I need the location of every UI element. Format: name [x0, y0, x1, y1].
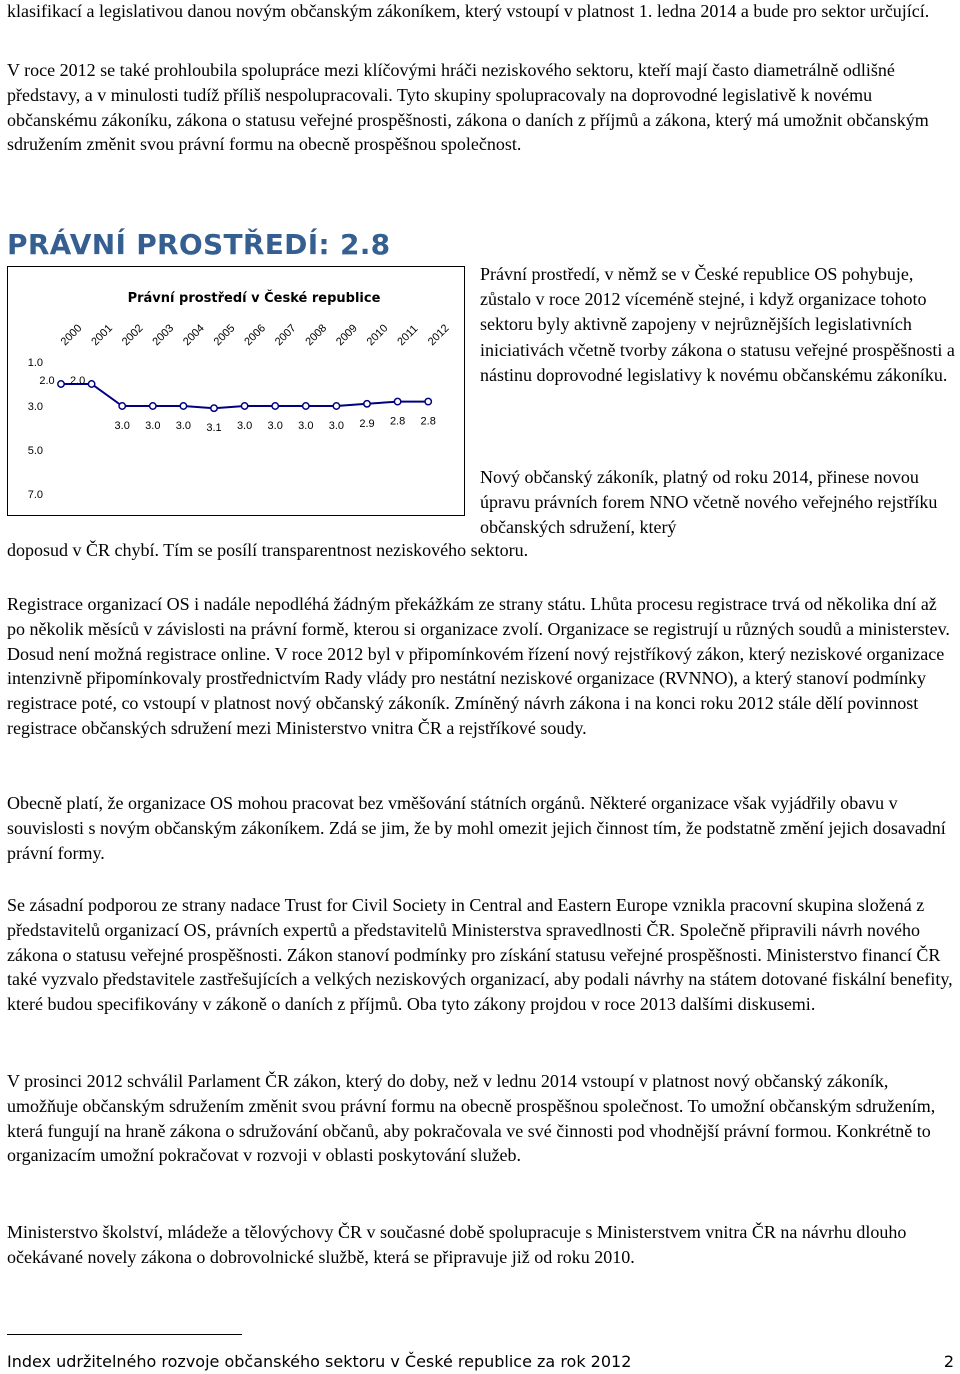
chart-svg: [7, 266, 465, 516]
x-tick-label: 2006: [242, 322, 269, 349]
data-label: 2.8: [420, 415, 436, 428]
x-tick-label: 2001: [89, 322, 116, 349]
paragraph-volunteer-law: Ministerstvo školství, mládeže a tělovýchovy ČR v současné době spolupracuje s Ministerstvem vnitra ČR na návrhu dlouho očekávané novely zákona o dobrovolnické službě, která se připravuje již od roku 2010.: [7, 1222, 907, 1267]
section-heading: PRÁVNÍ PROSTŘEDÍ: 2.8: [7, 228, 391, 261]
data-label: 3.0: [145, 420, 161, 432]
data-point: [58, 381, 64, 387]
chart-marks: [28, 322, 452, 501]
data-label: 2.8: [389, 415, 406, 428]
legal-environment-chart: [7, 266, 465, 516]
data-label: 2.0: [39, 375, 55, 387]
data-point: [119, 403, 125, 409]
footer-title: Index udržitelného rozvoje občanského sektoru v České republice za rok 2012: [7, 1352, 632, 1371]
data-point: [333, 403, 339, 409]
x-tick-label: 2012: [425, 322, 452, 349]
x-tick-label: 2010: [364, 322, 391, 349]
side-paragraph-summary: Právní prostředí, v němž se v České republice OS pohybuje, zůstalo v roce 2012 víceméně stejné, i když organizace tohoto sektoru byly aktivně zapojeny v nejrůznějších legislativních iniciativách včetně tvorby zákona o statusu veřejné prospěšnosti a nástinu doprovodné legislativy k novému občanskému zákoníku.: [480, 264, 955, 385]
data-label: 3.0: [175, 420, 192, 432]
y-tick-label: 7.0: [27, 489, 43, 501]
x-tick-label: 2002: [119, 322, 146, 349]
paragraph-state-interference: Obecně platí, že organizace OS mohou pracovat bez vměšování státních orgánů. Některé organizace však vyjádřily obavu v souvislosti s novým občanským zákoníkem. Zdá se jim, že by mohl omezit jejich činnost tím, že podstatně změní jejich dosavadní právní formy.: [7, 793, 946, 863]
x-tick-label: 2008: [303, 322, 330, 349]
x-tick-label: 2009: [334, 322, 360, 349]
side-paragraph-civil-code: Nový občanský zákoník, platný od roku 2014, přinese novou úpravu právních forem NNO včetně nového veřejného rejstříku občanských sdružení, který: [480, 467, 938, 538]
data-point: [394, 398, 400, 404]
x-tick-label: 2007: [272, 322, 299, 349]
data-point: [211, 405, 217, 411]
data-point: [364, 401, 370, 407]
x-tick-label: 2011: [395, 322, 421, 349]
data-point: [180, 403, 186, 409]
data-label: 3.0: [114, 420, 130, 432]
data-label: 2.0: [69, 375, 86, 387]
chart-title: Právní prostředí v České republice: [127, 291, 381, 306]
paragraph-cooperation: V roce 2012 se také prohloubila spolupráce mezi klíčovými hráči neziskového sektoru, kteří mají často diametrálně odlišné představy, a v minulosti tudíž příliš nespolupracovali. Tyto skupiny spolupracovaly na doprovodné legislativě k novému občanskému zákoníku, zákona o statusu veřejné prospěšnosti, zákona o daních z příjmů a zákona, který má umožnit občanským sdružením změnit svou právní formu na obecně prospěšnou společnost.: [7, 60, 929, 155]
y-tick-label: 3.0: [27, 401, 43, 413]
data-label: 3.1: [206, 422, 222, 435]
data-point: [303, 403, 309, 409]
paragraph-civil-code-tail: doposud v ČR chybí. Tím se posílí transparentnost neziskového sektoru.: [7, 540, 529, 560]
data-point: [88, 381, 94, 387]
y-tick-label: 1.0: [27, 357, 43, 369]
data-point: [272, 403, 278, 409]
data-label: 3.0: [236, 420, 253, 432]
data-label: 3.0: [328, 420, 345, 432]
data-label: 3.0: [267, 420, 283, 432]
paragraph-working-group: Se zásadní podporou ze strany nadace Trust for Civil Society in Central and Eastern Europe vznikla pracovní skupina složená z představitelů organizací OS, právních expertů a představitelů Ministerstva spravedlnosti ČR. Společně připravili návrh nového zákona o statusu veřejné prospěšnosti. Zákon stanoví podmínky pro získání statusu veřejné prospěšnosti. Ministerstvo financí ČR také vyzvalo představitele zastřešujících a velkých neziskových organizací, aby podali návrhy na státem dotované fiskální benefity, které budou specifikovány v zákoně o daních z příjmů. Oba tyto zákony projdou v roce 2013 dalšími diskusemi.: [7, 895, 953, 1015]
x-tick-label: 2005: [211, 322, 238, 349]
data-label: 2.9: [359, 417, 375, 430]
paragraph-intro: klasifikací a legislativou danou novým občanským zákoníkem, který vstoupí v platnost 1. ledna 2014 a bude pro sektor určující.: [7, 1, 930, 21]
data-point: [150, 403, 156, 409]
y-tick-label: 5.0: [27, 445, 43, 457]
paragraph-registration: Registrace organizací OS i nadále nepodléhá žádným překážkám ze strany státu. Lhůta procesu registrace trvá od několika dní až po několik měsíců v závislosti na právní formě, kterou si organizace zvolí. Organizace se registrují u různých soudů a ministerstev. Dosud není možná registrace online. V roce 2012 byl v připomínkovém řízení nový rejstříkový zákon, který neziskové organizace intenzivně připomínkovaly prostřednictvím Rady vlády pro nestátní neziskové organizace (RVNNO), a který stanoví podmínky registrace poté, co vstoupí v platnost nový občanský zákoník. Zmíněný návrh zákona i na konci roku 2012 stále dělí povinnost registrace občanských sdružení mezi Ministerstvo vnitra ČR a rejstříkové soudy.: [7, 594, 950, 738]
paragraph-parliament: V prosinci 2012 schválil Parlament ČR zákon, který do doby, než v lednu 2014 vstoupí v platnost nový občanský zákoník, umožňuje občanským sdružením změnit svou právní formu na obecně prospěšnou společnost. To umožní občanským sdružením, která fungují na hraně zákona o sdružování občanů, aby pokračovala ve své činnosti pod vhodnější právní formou. Konkrétně to organizacím umožní pokračovat v rozvoji v oblasti poskytování služeb.: [7, 1071, 936, 1166]
footer-divider: [7, 1334, 242, 1335]
data-label: 3.0: [298, 420, 314, 432]
page-number: 2: [943, 1352, 954, 1371]
data-point: [425, 398, 431, 404]
x-tick-label: 2004: [181, 322, 207, 349]
x-tick-label: 2003: [150, 322, 177, 349]
x-tick-label: 2000: [58, 322, 85, 349]
data-point: [241, 403, 247, 409]
